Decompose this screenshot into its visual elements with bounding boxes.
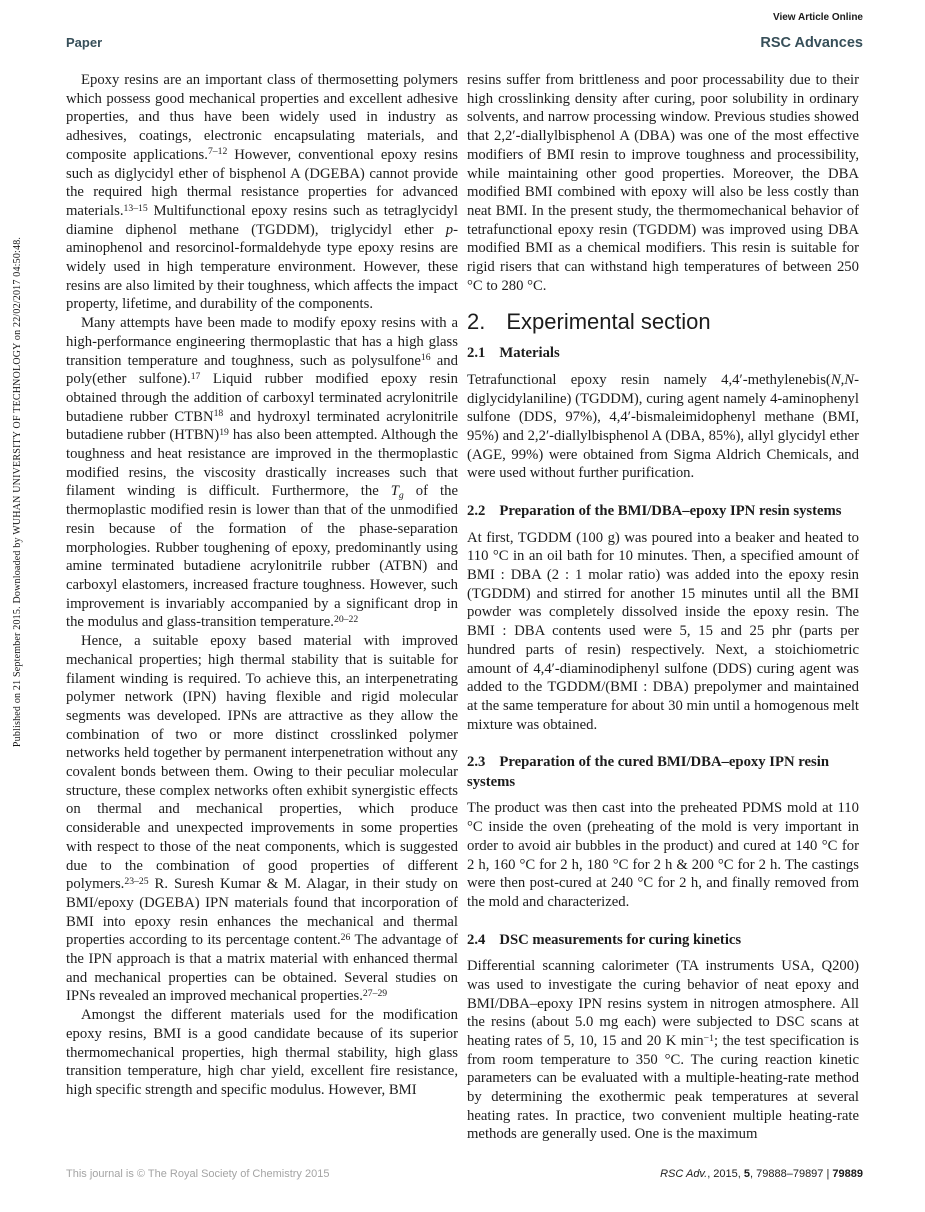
subsection-title: Preparation of the BMI/DBA–epoxy IPN resin systems (499, 503, 842, 520)
text-segment: resins suffer from brittleness and poor processability due to their high crosslinking density after curing, poor solubility in ordinary solvents, and narrow processing window. Previous studies showed that 2,2′-diallylbisphenol A (DBA) was one of the most effective modifiers of BMI resin to improve toughness and processibility, while maintaining other good properties. Moreover, the DBA modified BMI combined with epoxy will also be less costly than neat BMI. In the present study, the thermomechanical behavior of tetrafunctional epoxy resin (TGDDM) was improved using DBA modified BMI as a chemical modifiers. This resin is suitable for rigid risers that can withstand high temperatures of between 250 °C to 280 °C. (467, 72, 859, 294)
text-segment: Liquid rubber modified epoxy resin obtained through the addition of carboxyl terminated acrylonitrile butadiene rubber CTBN (66, 371, 458, 425)
text-segment: g (398, 489, 404, 501)
subsection-number: 2.3 (467, 754, 486, 771)
section-number: 2. (467, 309, 486, 335)
section-title: Experimental section (506, 309, 711, 335)
text-segment: and poly(ether sulfone). (66, 352, 458, 388)
paragraph-cured-ipn-preparation (467, 799, 859, 911)
text-segment: RSC Adv. (660, 1168, 708, 1180)
subsection-title: Materials (499, 345, 560, 362)
subsection-heading-dsc-measurements (467, 931, 859, 951)
text-segment: T (390, 483, 399, 500)
text-segment: 5 (743, 1168, 751, 1180)
paragraph-materials (467, 371, 859, 483)
text-segment: Hence, a suitable epoxy based material with improved mechanical properties; high thermal stability that is suitable for filament winding is required. To achieve this, an interpenetrating polymer network (IPN) having flexible and rigid molecular segments was developed. IPNs are attractive as they allow the combination of two or more distinct crosslinked polymer networks held together by permanent interpenetration without any covalent bonds between them. Owing to their peculiar molecular structure, these complex networks often exhibit synergistic effects on thermal and mechanical properties, which produce considerable and unexpected improvements in some properties with respect to those of the neat components, which is suggested due to the combination of good properties of different polymers. (66, 633, 458, 893)
text-segment: Tetrafunctional epoxy resin namely 4,4′-methylenebis( (467, 371, 831, 388)
subsection-heading-cured-ipn-preparation (467, 753, 859, 792)
text-segment: The advantage of the IPN approach is that a matrix material with enhanced thermal and mechanical properties can be obtained. Several studies on IPNs revealed an improved mechanical properties. (66, 932, 459, 1005)
text-segment: N,N (830, 371, 855, 388)
page-header (66, 35, 863, 51)
footer-citation (660, 1168, 863, 1180)
text-segment: 19 (219, 427, 229, 438)
subsection-number: 2.2 (467, 503, 486, 520)
text-segment: 79889 (832, 1168, 863, 1180)
subsection-number: 2.4 (467, 931, 486, 948)
text-segment: 20–22 (333, 614, 359, 626)
article-type-label: Paper (66, 35, 103, 50)
subsection-number: 2.1 (467, 345, 486, 362)
text-segment: The product was then cast into the preheated PDMS mold at 110 °C inside the oven (preheating of the mold is very important in order to avoid air bubbles in the product) and cured at 140 °C for 2 h, 160 °C for 2 h, 180 °C for 2 h & 200 °C for 2 h. The castings were then post-cured at 240 °C for 2 h, and finally removed from the mold and characterized. (467, 800, 859, 910)
text-segment: -diglycidylaniline) (TGDDM), curing agent namely 4-aminophenyl sulfone (DDS, 97%), 4,4′-bismaleimidophenyl methane (BMI, 95%) and 2,2′-diallylbisphenol A (DBA, 85%), allyl glycidyl ether (AGE, 99%) were obtained from Sigma Aldrich Chemicals, and were used without further purification. (467, 371, 859, 482)
journal-name: RSC Advances (760, 35, 863, 51)
footer-copyright: This journal is © The Royal Society of Chemistry 2015 (66, 1168, 330, 1180)
text-segment: has also been attempted. Although the toughness and heat resistance are improved in the thermoplastic modified resins, the viscosity drastically increases such that filament winding is difficult. Furthermore, the (66, 427, 458, 500)
paragraph-dsc-measurements (467, 957, 859, 1144)
text-segment: of the thermoplastic modified resin is lower than that of the unmodified resin because of the formation of the phase-separation morphologies. Rubber toughening of epoxy, predominantly using amine terminated butadiene acrylonitrile rubber (ATBN) and carboxyl elastomers, increased fracture toughness. However, such improvement is invariably accompanied by a significant drop in the modulus and glass-transition temperature. (66, 483, 458, 631)
article-body (66, 71, 863, 1144)
subsection-heading-materials (467, 344, 859, 364)
paragraph-ipn-approach (66, 632, 458, 1006)
download-stamp: Published on 21 September 2015. Downloaded by WUHAN UNIVERSITY OF TECHNOLOGY on 22/02/2017 04:50:48. (12, 236, 23, 748)
left-column (66, 71, 458, 1144)
text-segment: Differential scanning calorimeter (TA instruments USA, Q200) was used to investigate the curing behavior of neat epoxy and BMI/DBA–epoxy IPN resins system in nitrogen atmosphere. All the resins (about 5.0 mg each) were subjected to DSC scans at heating rates of 5, 10, 15 and 20 K min (467, 958, 859, 1049)
paragraph-bmi-drawbacks (467, 71, 859, 295)
text-segment: , 2015, (707, 1168, 744, 1180)
subsection-title: Preparation of the cured BMI/DBA–epoxy IPN resin systems (467, 754, 829, 790)
text-segment: 26 (340, 931, 351, 943)
paragraph-epoxy-intro (66, 71, 458, 314)
text-segment: p (445, 221, 454, 238)
text-segment: 13–15 (123, 202, 148, 214)
text-segment: and hydroxyl terminated acrylonitrile butadiene rubber (HTBN) (66, 408, 458, 444)
text-segment: −1 (703, 1032, 714, 1044)
page-footer (66, 1168, 863, 1180)
subsection-title: DSC measurements for curing kinetics (499, 931, 742, 948)
text-segment: 7–12 (207, 146, 228, 158)
text-segment: ; the test specification is from room temperature to 350 °C. The curing reaction kinetic parameters can be evaluated with a multiple-heating-rate method by determining the exothermic peak temperatures at several heating rates. In practice, two convenient multiple heating-rate methods are generally used. One is the maximum (467, 1032, 859, 1143)
text-segment: , 79888–79897 | (750, 1168, 833, 1180)
text-segment: Epoxy resins are an important class of thermosetting polymers which possess good mechanical properties and excellent adhesive properties, and thus have been widely used in industry as adhesives, coatings, electronic encapsulating materials, and composite applications. (66, 72, 458, 163)
text-segment: Multifunctional epoxy resins such as tetraglycidyl diamine diphenol methane (TGDDM), triglycidyl ether (66, 202, 458, 238)
text-segment: Many attempts have been made to modify epoxy resins with a high-performance engineering thermoplastic that has a high glass transition temperature and toughness, such as polysulfone (66, 315, 458, 369)
text-segment: -aminophenol and resorcinol-formaldehyde type epoxy resins are widely used in high temperature environment. However, these resins are also limited by their toughness, which affects the impact property, lifetime, and durability of the components. (66, 221, 458, 313)
section-heading-experimental (467, 309, 859, 335)
subsection-heading-ipn-preparation (467, 502, 859, 522)
paragraph-ipn-preparation (467, 529, 859, 735)
text-segment: 27–29 (362, 988, 388, 1000)
text-segment: 18 (213, 408, 224, 420)
paragraph-bmi-candidate (66, 1006, 458, 1100)
text-segment: However, conventional epoxy resins such as diglycidyl ether of bisphenol A (DGEBA) cannot provide the required high thermal resistance properties for advanced materials. (66, 146, 459, 219)
text-segment: At first, TGDDM (100 g) was poured into a beaker and heated to 110 °C in an oil bath for 10 minutes. Then, a specified amount of BMI : DBA (2 : 1 molar ratio) was added into the epoxy resin (TGDDM) and stirred for another 15 minutes until all the BMI powder was completely dissolved inside the epoxy resin. The BMI : DBA contents used were 5, 15 and 25 phr (parts per hundred parts of resin) respectively. Next, a stoichiometric amount of 4,4′-diaminodiphenyl sulfone (DDS) curing agent was added to the TGDDM/(BMI : DBA) prepolymer and maintained at the same temperature for about 30 min until a homogenous melt mixture was obtained. (467, 529, 859, 733)
right-column (467, 71, 859, 1144)
view-article-online-link[interactable]: View Article Online (772, 12, 863, 23)
text-segment: Amongst the different materials used for the modification epoxy resins, BMI is a good candidate because of its superior thermomechanical properties, high thermal stability, high glass transition temperature, high char yield, excellent fire resistance, high specific strength and specific modulus. However, BMI (66, 1007, 458, 1098)
text-segment: 16 (420, 352, 431, 364)
text-segment: 23–25 (124, 875, 149, 887)
text-segment: R. Suresh Kumar & M. Alagar, in their study on BMI/epoxy (DGEBA) IPN materials found that incorporation of BMI into epoxy resin enhances the mechanical and thermal properties according to its percentage content. (66, 876, 458, 949)
paragraph-thermoplastic-modification (66, 314, 458, 632)
text-segment: 17 (190, 370, 201, 382)
